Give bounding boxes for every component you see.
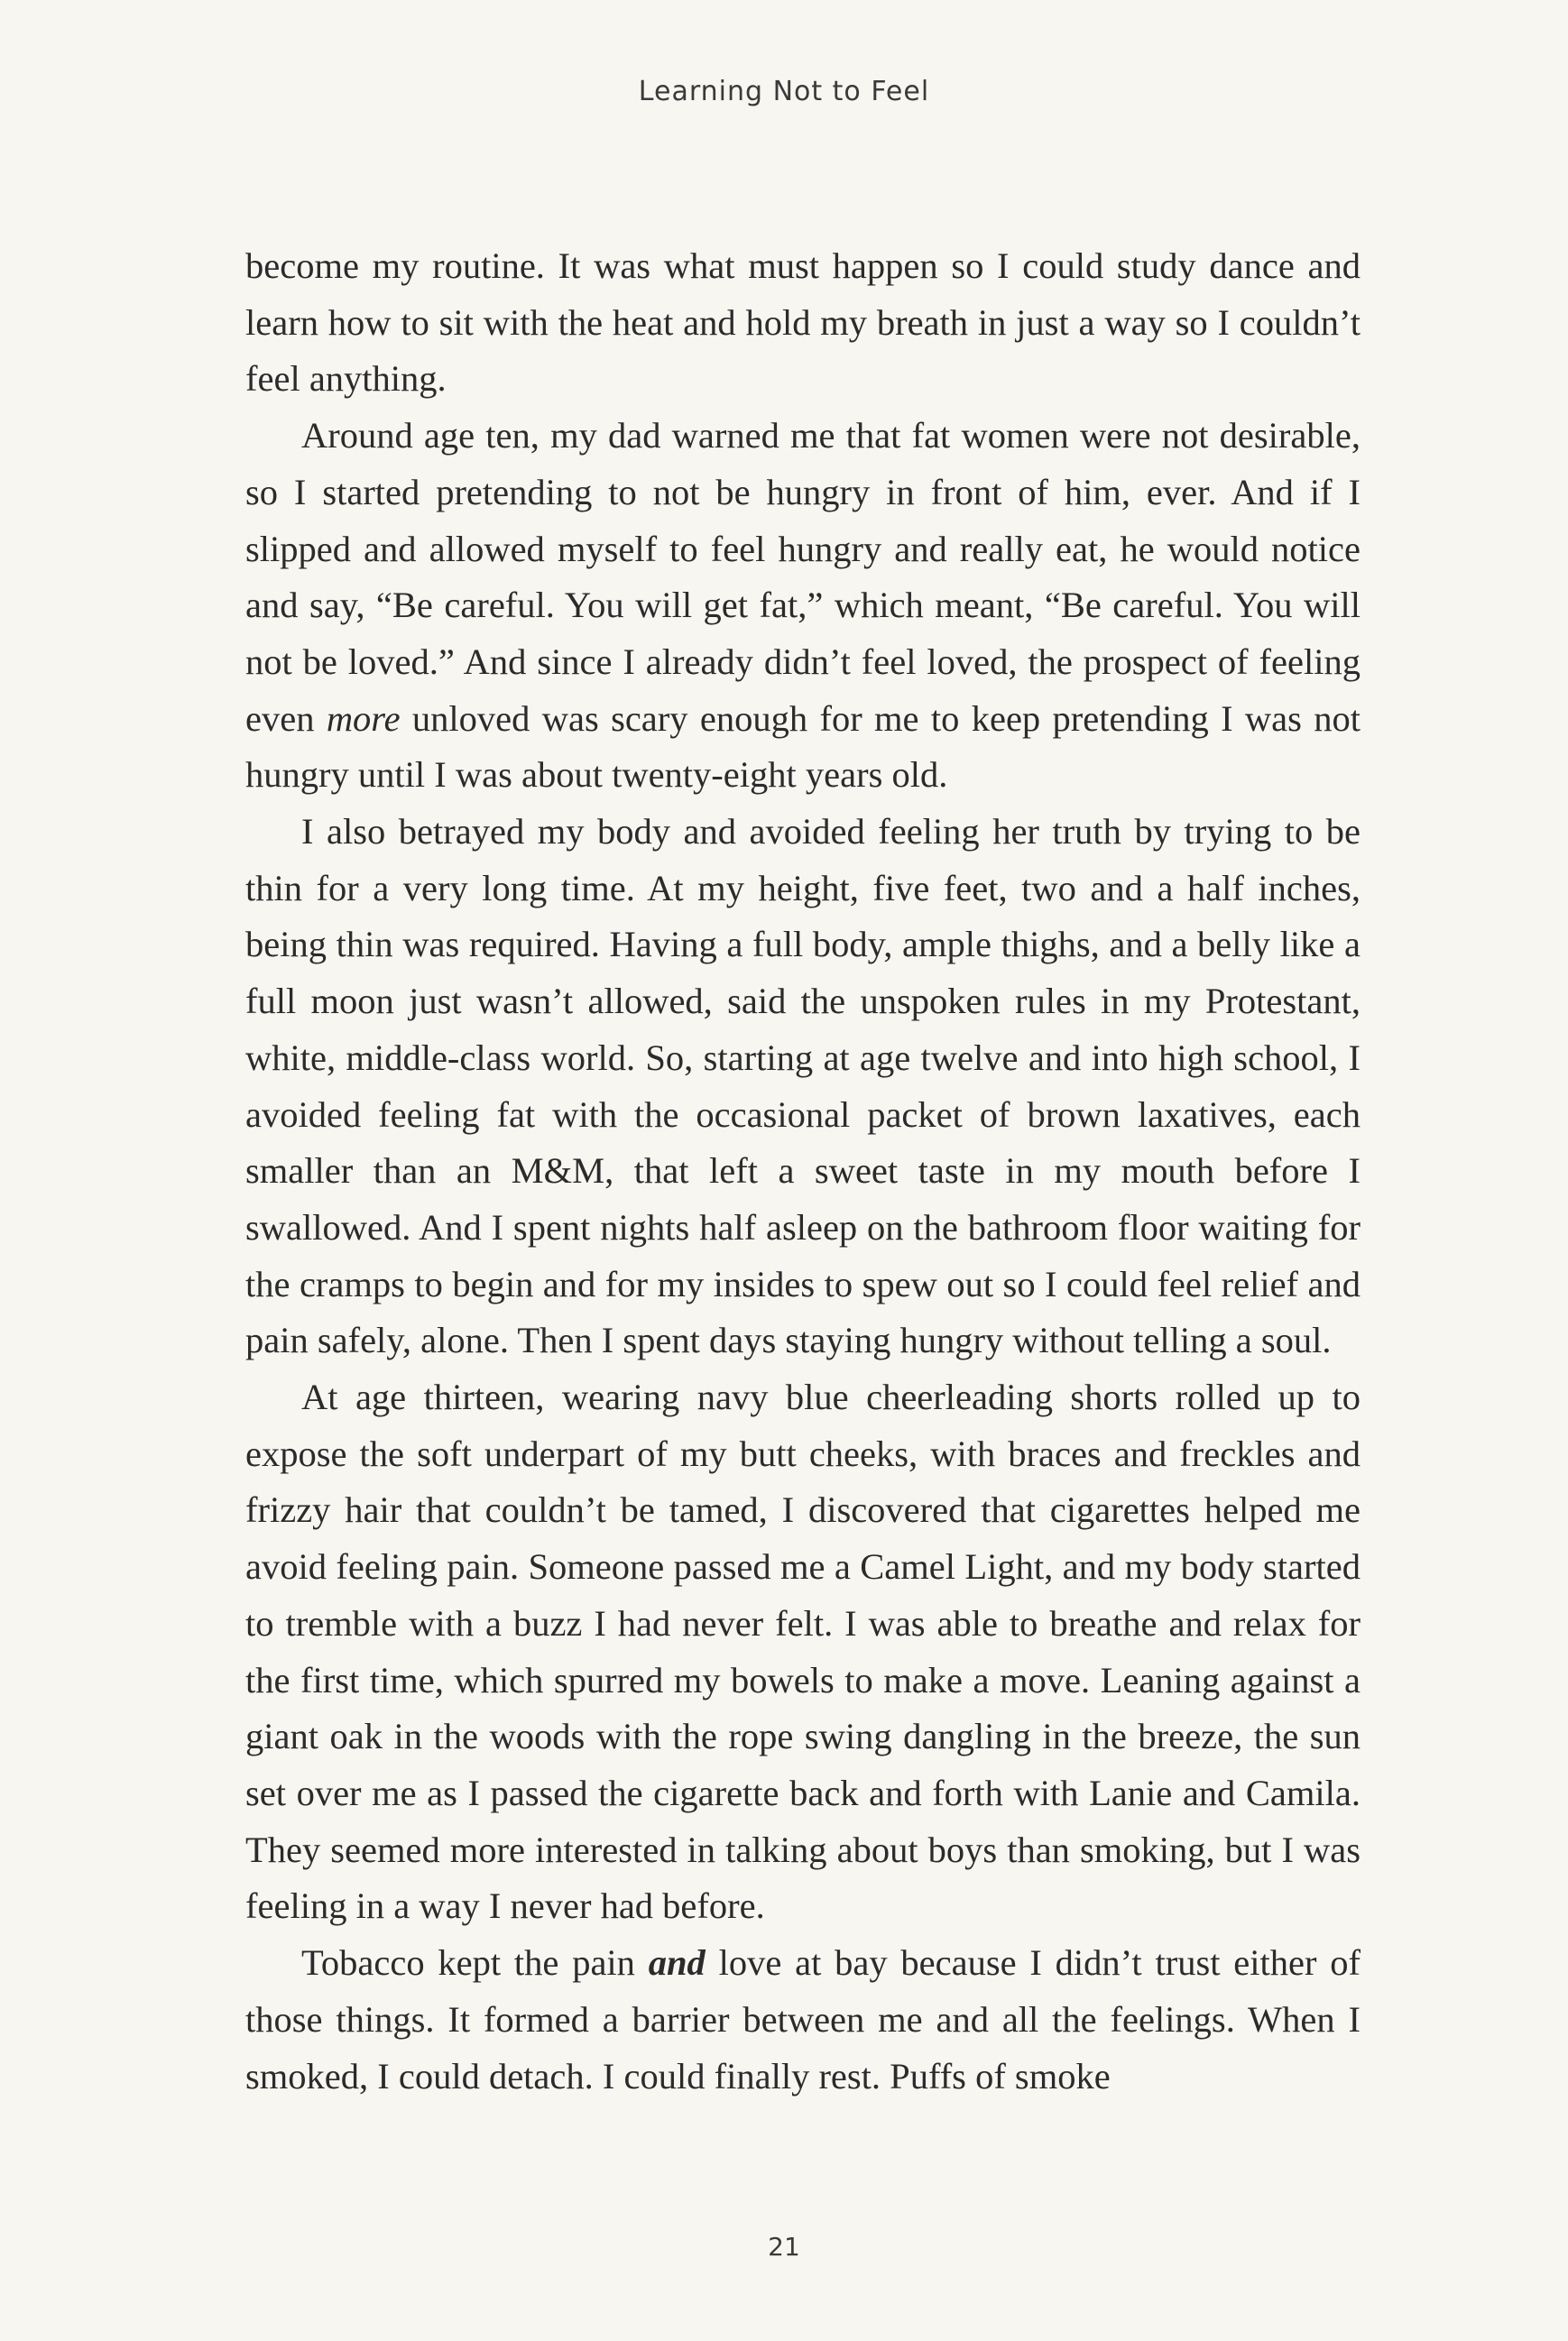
paragraph-text: Tobacco kept the pain: [301, 1942, 649, 1984]
paragraph-text: unloved was scary enough for me to keep pretending I was not hungry until I was about twenty-eight years old.: [245, 697, 1360, 796]
paragraph: [245, 1369, 1360, 1935]
emphasis: and: [648, 1942, 706, 1984]
paragraph: [245, 804, 1360, 1369]
paragraph-text: love at bay because I didn’t trust either of those things. It formed a barrier between me and all the feelings. When I smoked, I could detach. I could finally rest. Puffs of smoke: [245, 1942, 1360, 2097]
emphasis: more: [326, 697, 401, 739]
paragraph: [245, 1935, 1360, 2105]
paragraph-text: I also betrayed my body and avoided feeling her truth by trying to be thin for a very long time. At my height, five feet, two and a half inches, being thin was required. Having a full body, ample thighs, and a belly like a full moon just wasn’t allowed, said the unspoken rules in my Protestant, white, middle-class world. So, starting at age twelve and into high school, I avoided feeling fat with the occasional packet of brown laxatives, each smaller than an M&M, that left a sweet taste in my mouth before I swallowed. And I spent nights half asleep on the bathroom floor waiting for the cramps to begin and for my insides to spew out so I could feel relief and pain safely, alone. Then I spent days staying hungry without telling a soul.: [245, 811, 1360, 1361]
paragraph-text: become my routine. It was what must happen so I could study dance and learn how to sit with the heat and hold my breath in just a way so I couldn’t feel anything.: [245, 245, 1360, 400]
paragraph: [245, 408, 1360, 804]
body-text: [245, 238, 1360, 2105]
paragraph: [245, 238, 1360, 408]
paragraph-text: Around age ten, my dad warned me that fat women were not desirable, so I started pretending to not be hungry in front of him, ever. And if I slipped and allowed myself to feel hungry and really eat, he would notice and say, “Be careful. You will get fat,” which meant, “Be careful. You will not be loved.” And since I already didn’t feel loved, the prospect of feeling even: [245, 415, 1360, 739]
page-number: 21: [768, 2232, 800, 2262]
paragraph-text: At age thirteen, wearing navy blue cheerleading shorts rolled up to expose the soft underpart of my butt cheeks, with braces and freckles and frizzy hair that couldn’t be tamed, I discovered that cigarettes helped me avoid feeling pain. Someone passed me a Camel Light, and my body started to tremble with a buzz I had never felt. I was able to breathe and relax for the first time, which spurred my bowels to make a move. Leaning against a giant oak in the woods with the rope swing dangling in the breeze, the sun set over me as I passed the cigarette back and forth with Lanie and Camila. They seemed more interested in talking about boys than smoking, but I was feeling in a way I never had before.: [245, 1377, 1360, 1927]
running-head: Learning Not to Feel: [638, 76, 930, 107]
